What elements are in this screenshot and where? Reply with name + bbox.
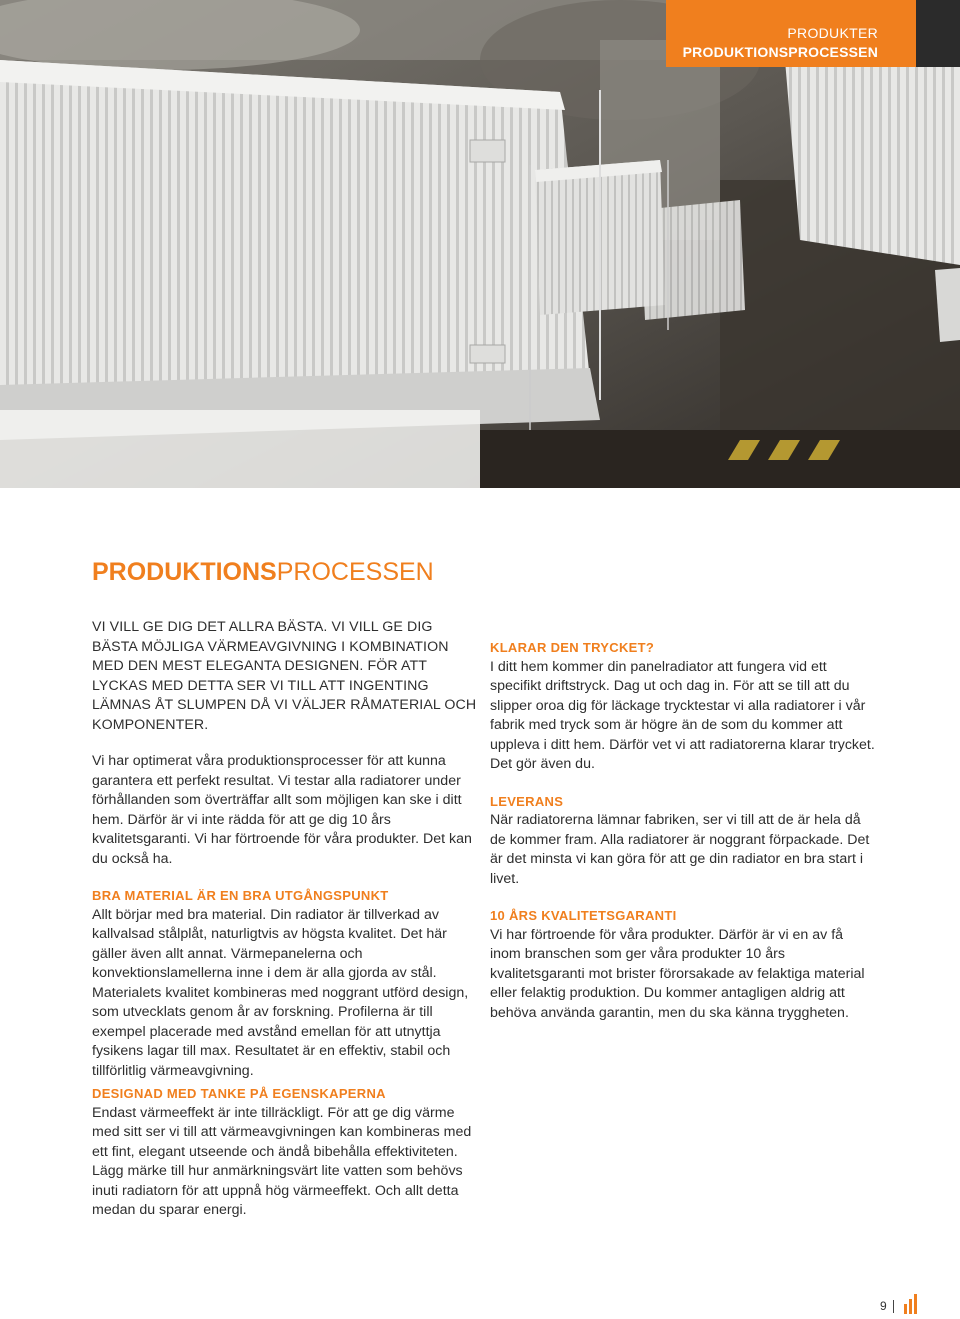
page-title xyxy=(92,558,434,587)
tab-subcategory: PRODUKTIONSPROCESSEN xyxy=(682,44,878,60)
section-material xyxy=(92,886,477,1081)
intro-text: VI VILL GE DIG DET ALLRA BÄSTA. VI VILL GE DIG BÄSTA MÖJLIGA VÄRMEAVGIVNING I KOMBINATION MED DEN MEST ELEGANTA DESIGNEN. FÖR ATT LYCKAS MED DETTA SER VI TILL ATT INGENTING LÄMNAS ÅT SLUMPEN DÅ VI VÄLJER RÅMATERIAL OCH KOMPONENTER. xyxy=(92,619,477,733)
section-warranty xyxy=(490,906,875,1023)
section-heading: LEVERANS xyxy=(490,793,564,809)
body-paragraph: Vi har optimerat våra produktionsprocesser för att kunna garantera ett perfekt resultat. Vi testar alla radiatorer under förhållanden som överträffar allt som möjligen kan ske i ditt hem. Därför är vi inte rädda för att ge dig 10 års kvalitetsgaranti. Vi har förtroende för våra produkter. Det kan du också ha. xyxy=(92,753,472,867)
section-text: Vi har förtroende för våra produkter. Därför är vi en av få inom branschen som ger våra produkter 10 års kvalitetsgaranti mot brister förorsakade av felaktiga material eller felaktig produktion. Du kommer antagligen aldrig att behöva använda garantin, men du ska känna tryggheten. xyxy=(490,926,865,1021)
right-column xyxy=(490,638,875,1040)
section-heading: KLARAR DEN TRYCKET? xyxy=(490,640,655,655)
section-text: Allt börjar med bra material. Din radiator är tillverkad av kallvalsad stålplåt, naturligtvis av högsta kvalitet. Det här gäller även allt annat. Värmepanelerna och konvektionslamellerna inne i dem är alla gjorda av stål. Materialets kvalitet kombineras med noggrant utförd design, som utvecklats genom år av forskning. Profilerna är till exempel placerade med avstånd emellan för att utnyttja fysikens lagar till max. Resultatet är en effektiv, stabil och tillförlitlig värmeavgivning. xyxy=(92,906,469,1079)
page-number: 9 xyxy=(880,1300,894,1313)
title-light: PROCESSEN xyxy=(276,558,434,586)
bottom-section xyxy=(92,1084,477,1238)
hero-photo xyxy=(0,0,960,488)
title-bold: PRODUKTIONS xyxy=(92,558,277,586)
tab-category: PRODUKTER xyxy=(787,25,878,41)
section-pressure xyxy=(490,638,875,775)
section-text: När radiatorerna lämnar fabriken, ser vi till att de är hela då de kommer fram. Alla radiatorer är noggrant förpackade. Det är det minsta vi kan göra för att ge din radiator en bra start i livet. xyxy=(490,812,870,887)
left-column xyxy=(92,618,477,1098)
radiator-production-line-photo xyxy=(0,0,960,488)
section-delivery xyxy=(490,792,875,890)
section-design xyxy=(92,1084,477,1221)
section-text: I ditt hem kommer din panelradiator att fungera vid ett specifikt driftstryck. Dag ut och dag in. För att se till att du slipper oroa dig för läckage trycktestar vi alla radiatorer i vår fabrik med tryck som är högre än de som du kommer att uppleva i ditt hem. Därför vet vi att radiatorerna klarar trycket. Det gör även du. xyxy=(490,658,875,772)
section-heading: BRA MATERIAL ÄR EN BRA UTGÅNGSPUNKT xyxy=(92,888,389,903)
section-text: Endast värmeeffekt är inte tillräckligt. För att ge dig värme med sitt ser vi till att värmeavgivningen kan kombineras med ett fint, elegant utseende och ändå bibehålla effektiviteten. Lägg märke till hur anmärkningsvärt lite vatten som behövs inuti radiatorn för att uppnå hög värmeeffekt. Och allt detta medan du sparar energi. xyxy=(92,1104,472,1218)
section-heading: 10 ÅRS KVALITETSGARANTI xyxy=(490,908,677,923)
brand-logo-icon xyxy=(903,1294,919,1319)
section-heading: DESIGNAD MED TANKE PÅ EGENSKAPERNA xyxy=(92,1086,386,1101)
section-tab xyxy=(666,0,916,67)
tab-dark-strip xyxy=(916,0,960,67)
